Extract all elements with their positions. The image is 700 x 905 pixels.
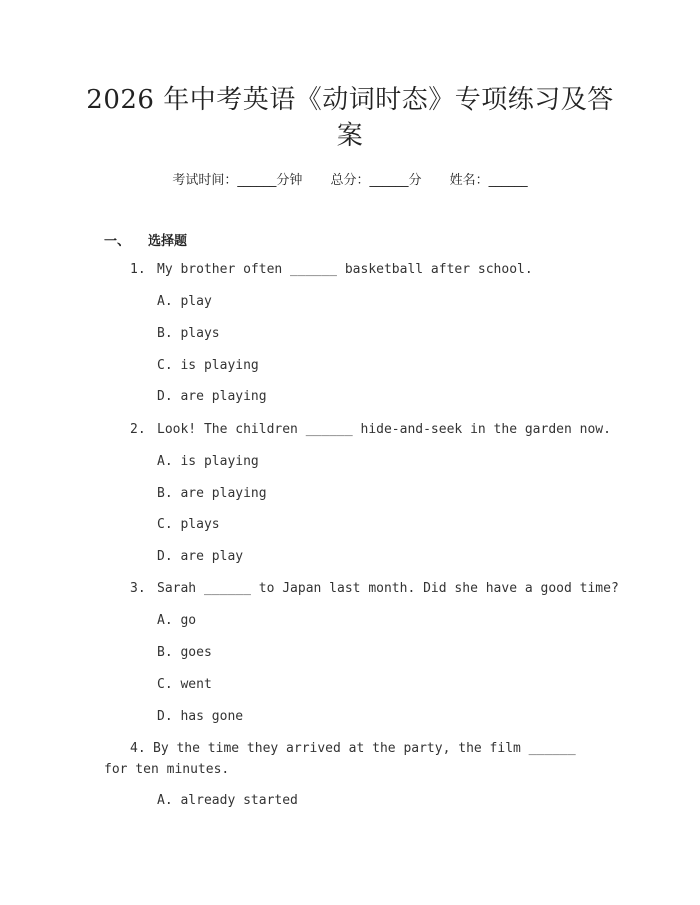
question-text: My brother often ______ basketball after school. <box>157 262 533 277</box>
section-number: 一、 <box>104 234 131 249</box>
question-3 <box>130 581 619 596</box>
option-3b: B. goes <box>157 645 212 660</box>
page-title <box>60 82 640 154</box>
option-1c: C. is playing <box>157 358 259 373</box>
question-number: 3. <box>130 581 146 596</box>
option-4a: A. already started <box>157 793 298 808</box>
section-title: 选择题 <box>148 234 188 249</box>
exam-meta <box>0 169 700 188</box>
option-3d: D. has gone <box>157 709 244 724</box>
student-name: 姓名：______ <box>449 173 528 188</box>
question-number: 2. <box>130 422 146 437</box>
option-1b: B. plays <box>157 326 220 341</box>
question-number: 1. <box>130 262 146 277</box>
option-1d: D. are playing <box>157 389 267 404</box>
question-text: Sarah ______ to Japan last month. Did she have a good time? <box>157 581 619 596</box>
exam-time: 考试时间：______分钟 <box>172 173 303 188</box>
option-2a: A. is playing <box>157 454 259 469</box>
question-2 <box>130 422 611 437</box>
section-heading <box>104 230 187 249</box>
question-number: 4. <box>130 741 146 756</box>
question-4 <box>104 738 586 780</box>
option-2c: C. plays <box>157 517 220 532</box>
title-line-2: 案 <box>336 121 364 151</box>
title-line-1: 2026 年中考英语《动词时态》专项练习及答 <box>86 85 614 115</box>
question-1 <box>130 262 533 277</box>
option-1a: A. play <box>157 294 212 309</box>
option-3c: C. went <box>157 677 212 692</box>
option-2d: D. are play <box>157 549 244 564</box>
question-text: By the time they arrived at the party, the film ______ for ten minutes. <box>104 741 576 777</box>
question-text: Look! The children ______ hide-and-seek in the garden now. <box>157 422 611 437</box>
option-3a: A. go <box>157 613 197 628</box>
total-score: 总分：______分 <box>330 173 422 188</box>
option-2b: B. are playing <box>157 486 267 501</box>
